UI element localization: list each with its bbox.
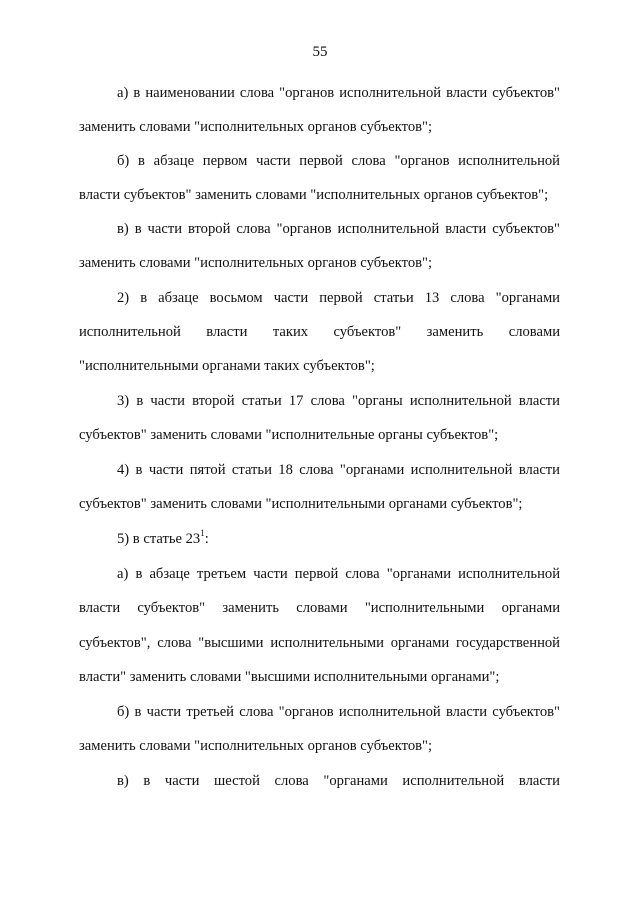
text-line: власти" заменить словами "высшими исполнительными органами"; [79, 669, 500, 685]
text-line: б) в части третьей слова "органов исполнительной власти субъектов" [117, 704, 560, 720]
text-line: "исполнительными органами таких субъектов"; [79, 358, 375, 374]
text-line: субъектов" заменить словами "исполнительными органами субъектов"; [79, 496, 523, 512]
text-line: заменить словами "исполнительных органов субъектов"; [79, 255, 433, 271]
text-line: субъектов" заменить словами "исполнительные органы субъектов"; [79, 427, 499, 443]
text-line: 3) в части второй статьи 17 слова "органы исполнительной власти [117, 393, 560, 409]
text-line: а) в абзаце третьем части первой слова "органами исполнительной [117, 566, 560, 582]
article-heading [117, 530, 560, 548]
article-heading-colon: : [204, 531, 209, 547]
text-line: власти субъектов" заменить словами "исполнительных органов субъектов"; [79, 187, 549, 203]
text-line: заменить словами "исполнительных органов субъектов"; [79, 738, 433, 754]
text-line: а) в наименовании слова "органов исполнительной власти субъектов" [117, 85, 560, 101]
article-heading-text: 5) в статье 23 [117, 531, 201, 547]
page-number: 55 [312, 44, 328, 60]
text-line: исполнительной власти таких субъектов" заменить словами [79, 324, 560, 340]
text-line: заменить словами "исполнительных органов субъектов"; [79, 119, 433, 135]
text-line: власти субъектов" заменить словами "исполнительными органами [79, 600, 560, 616]
text-line: в) в части шестой слова "органами исполнительной власти [117, 773, 560, 789]
text-line: субъектов", слова "высшими исполнительными органами государственной [79, 635, 560, 651]
text-line: 4) в части пятой статьи 18 слова "органами исполнительной власти [117, 462, 560, 478]
text-line: 2) в абзаце восьмом части первой статьи 13 слова "органами [117, 290, 560, 306]
text-line: в) в части второй слова "органов исполнительной власти субъектов" [117, 221, 560, 237]
text-line: б) в абзаце первом части первой слова "органов исполнительной [117, 153, 560, 169]
article-superscript: 1 [200, 528, 205, 538]
